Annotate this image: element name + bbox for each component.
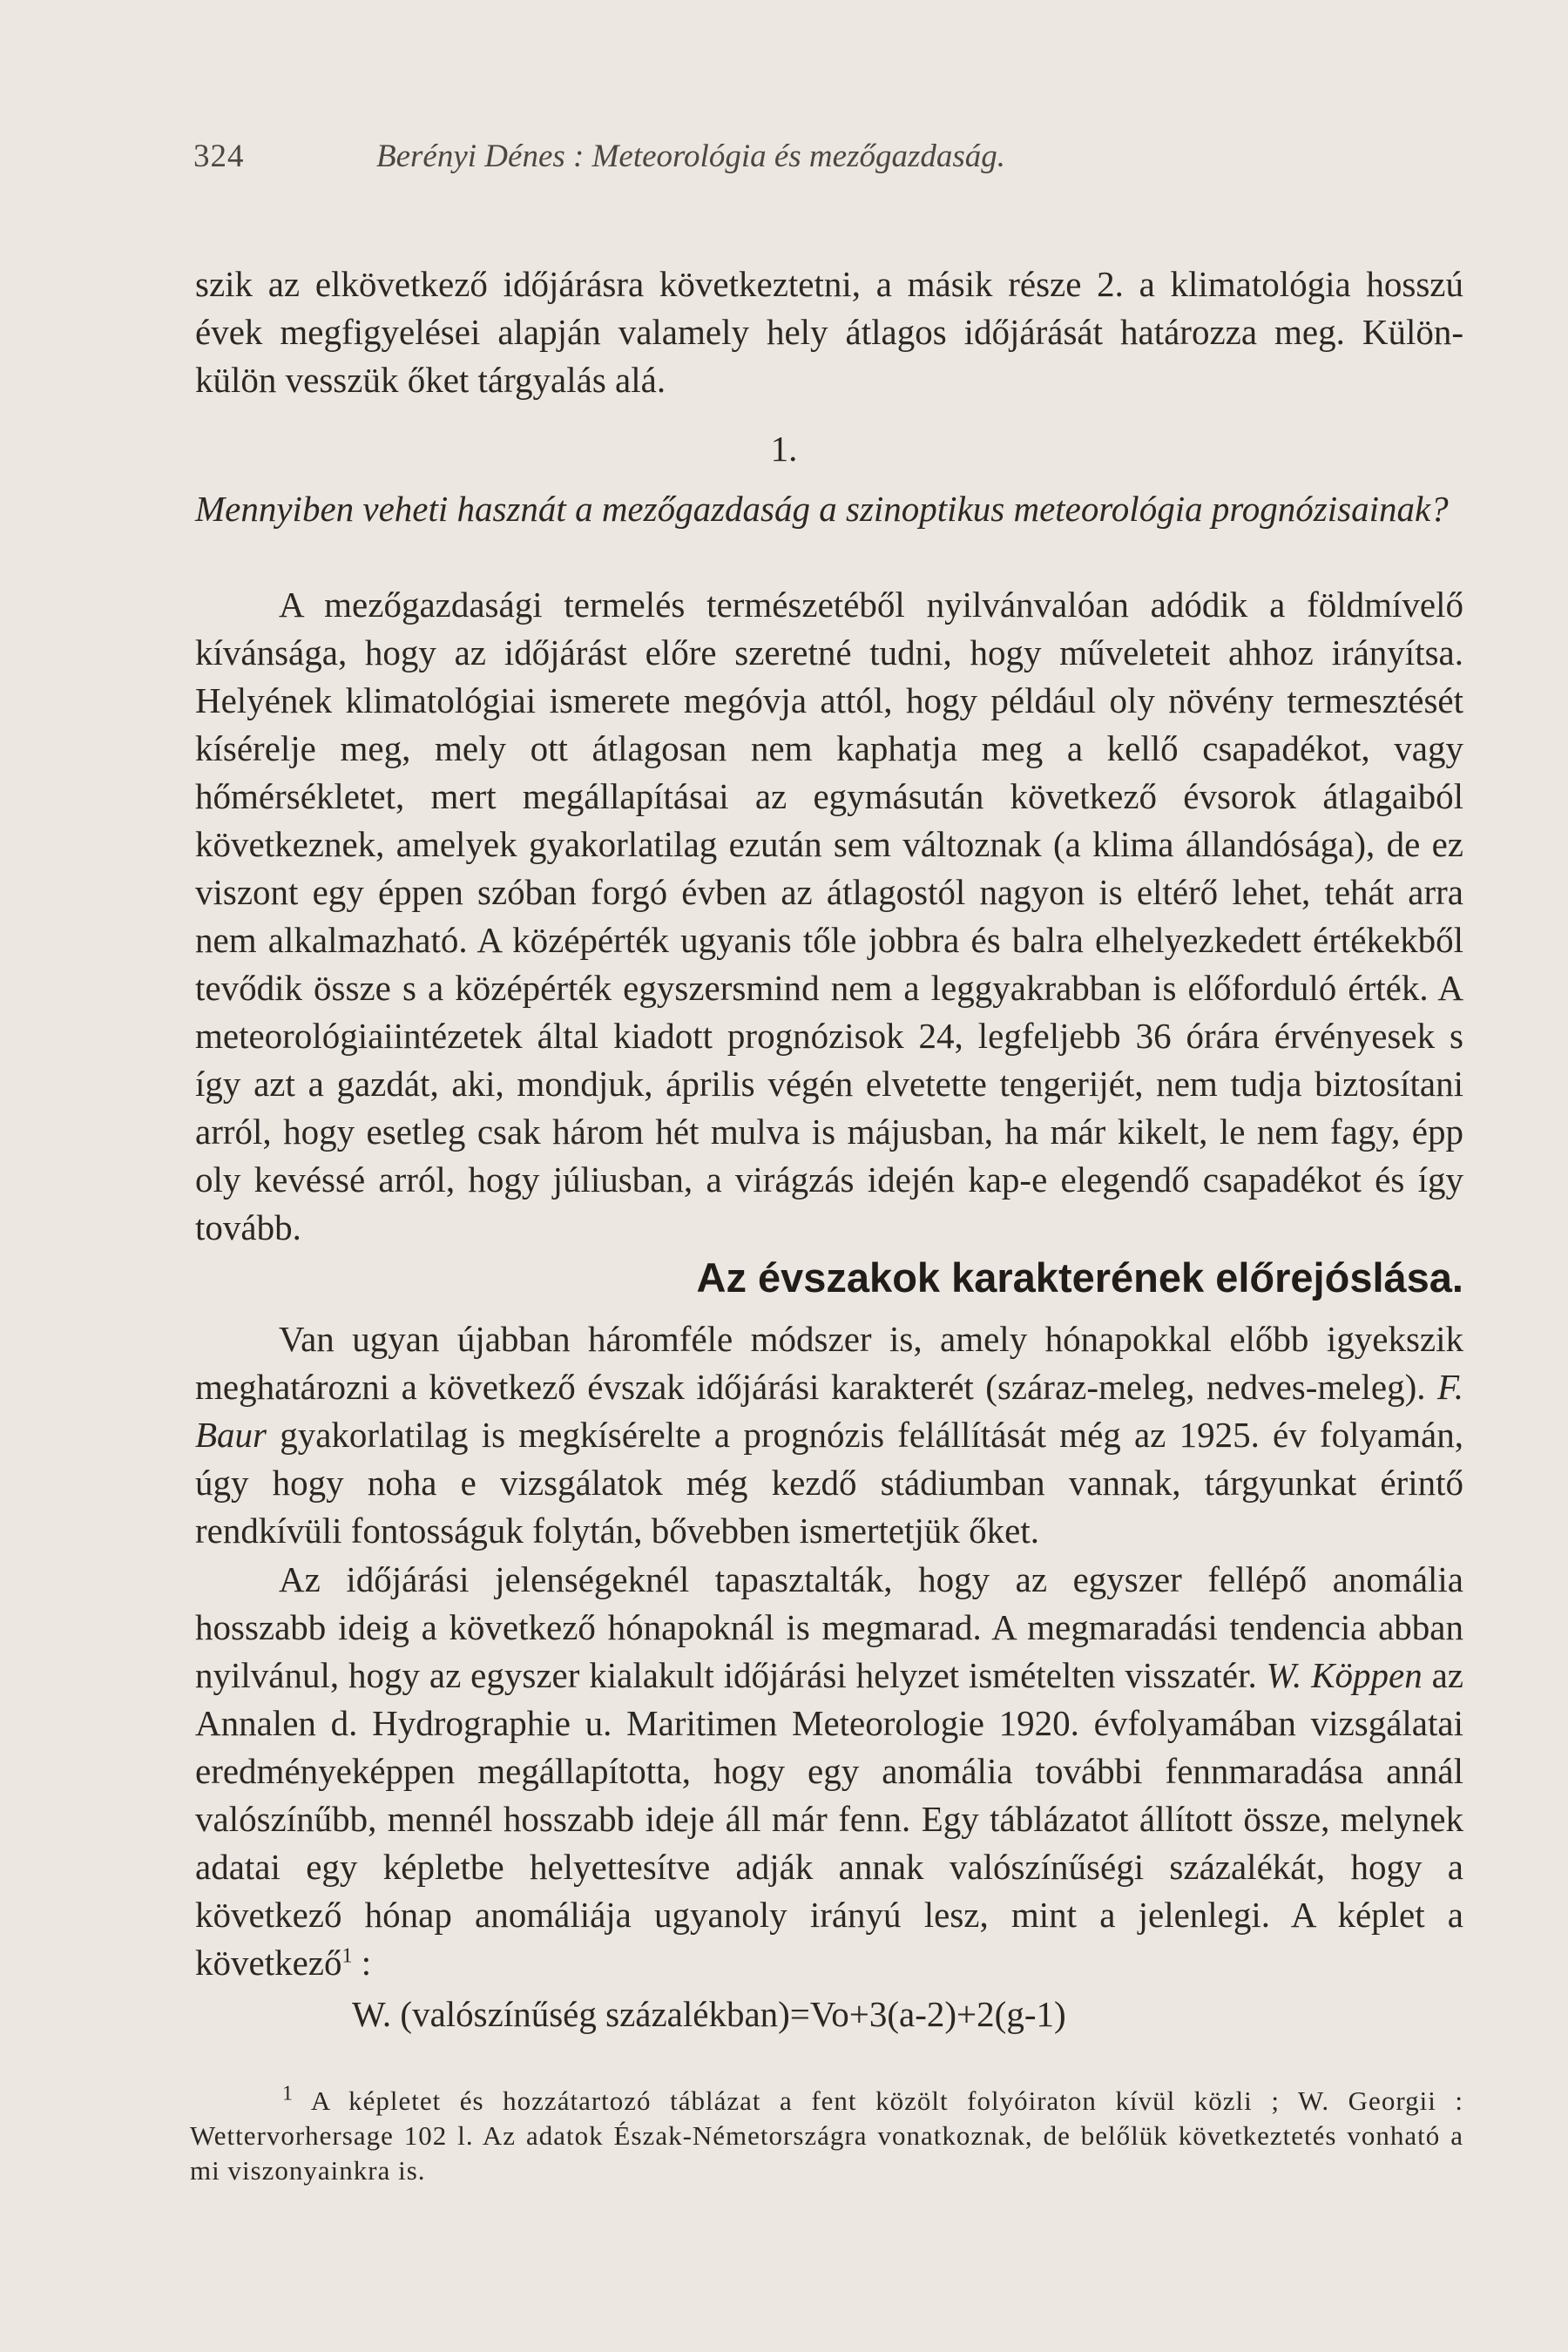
footnote-marker: 1 xyxy=(282,2082,294,2105)
intro-paragraph: szik az elkövetkező időjárásra következtetni, a másik része 2. a klimatológia hosszú évek megfigyelései alapján valamely hely átlagos időjárását határozza meg. Külön-külön vesszük őket tárgyalás alá. xyxy=(195,264,1463,400)
author-baur: F. Baur xyxy=(195,1367,1463,1455)
paragraph-koppen-end: : xyxy=(352,1943,372,1983)
section-heading: Az évszakok karakterének előrejóslása. xyxy=(696,1254,1463,1301)
page-header xyxy=(193,138,1326,176)
paragraph-baur-text-b: gyakorlatilag is megkísérelte a prognózis felállítását még az 1925. év folyamán, úgy hogy noha e vizsgálatok még kezdő stádiumban vannak, tárgyunkat érintő rendkívüli fontosságuk folytán, bővebben ismertetjük őket. xyxy=(195,1415,1463,1551)
author-koppen: W. Köppen xyxy=(1266,1655,1423,1695)
section-body-paragraph: A mezőgazdasági termelés természetéből nyilvánvalóan adódik a földmívelő kívánsága, hogy az időjárást előre szeretné tudni, hogy műveleteit ahhoz irányítsa. Helyének klimatológiai ismerete megóvja attól, hogy például oly növény termesztését kísérelje meg, mely ott átlagosan nem kaphatja meg a kellő csapadékot, vagy hőmérsékletet, mert megállapításai az egymásután következő évsorok átlagaiból következnek, amelyek gyakorlatilag ezután sem változnak (a klima állandósága), de ez viszont egy éppen szóban forgó évben az átlagostól nagyon is eltérő lehet, tehát arra nem alkalmazható. A középérték ugyanis tőle jobbra és balra elhelyezkedett értékekből tevődik össze s a középérték egyszersmind nem a leggyakrabban is előforduló érték. A meteorológiaiintézetek által kiadott prognózisok 24, legfeljebb 36 órára érvényesek s így azt a gazdát, aki, mondjuk, április végén elvetette tengerijét, nem tudja biztosítani arról, hogy esetleg csak három hét mulva is májusban, ha már kikelt, le nem fagy, épp oly kevéssé arról, hogy júliusban, a virágzás idején kap-e elegendő csapadékot és így tovább. xyxy=(195,585,1463,1247)
paragraph-koppen-text-b: az Annalen d. Hydrographie u. Maritimen Meteorologie 1920. évfolyamában vizsgálatai eredményeképpen megállapította, hogy egy anomália további fennmaradása annál valószínűbb, mennél hosszabb ideje áll már fenn. Egy táblázatot állított össze, melynek adatai egy képletbe helyettesítve adják annak valószínűségi százalékát, hogy a következő hónap anomáliája ugyanoly irányú lesz, mint a jelenlegi. A képlet a következő xyxy=(195,1655,1463,1983)
paragraph-koppen xyxy=(195,1556,1463,1987)
paragraph-koppen-text-a: Az időjárási jelenségeknél tapasztalták, hogy az egyszer fellépő anomália hosszabb ideig a következő hónapoknál is megmarad. A megmaradási tendencia abban nyilvánul, hogy az egyszer kialakult időjárási helyzet ismételten visszatér. xyxy=(195,1559,1463,1695)
paragraph-baur xyxy=(195,1315,1463,1555)
page-number: 324 xyxy=(193,139,245,174)
footnote-text: A képletet és hozzátartozó táblázat a fent közölt folyóiraton kívül közli ; W. Georgii : Wettervorhersage 102 l. Az adatok Észak-Németországra vonatkoznak, de belőlük következtetés vonható a mi viszonyainkra is. xyxy=(190,2085,1463,2186)
running-head: Berényi Dénes : Meteorológia és mezőgazdaság. xyxy=(376,139,1006,174)
probability-formula: W. (valószínűség százalékban)=Vo+3(a-2)+2(g-1) xyxy=(352,1994,1066,2034)
section-number: 1. xyxy=(770,429,798,469)
footnote xyxy=(190,2084,1463,2188)
footnote-reference: 1 xyxy=(341,1944,353,1968)
section-question: Mennyiben veheti hasznát a mezőgazdaság a szinoptikus meteorológia prognózisainak? xyxy=(195,489,1449,529)
paragraph-baur-text-a: Van ugyan újabban háromféle módszer is, amely hónapokkal előbb igyekszik meghatározni a következő évszak időjárási karakterét (száraz-meleg, nedves-meleg). xyxy=(195,1319,1463,1407)
